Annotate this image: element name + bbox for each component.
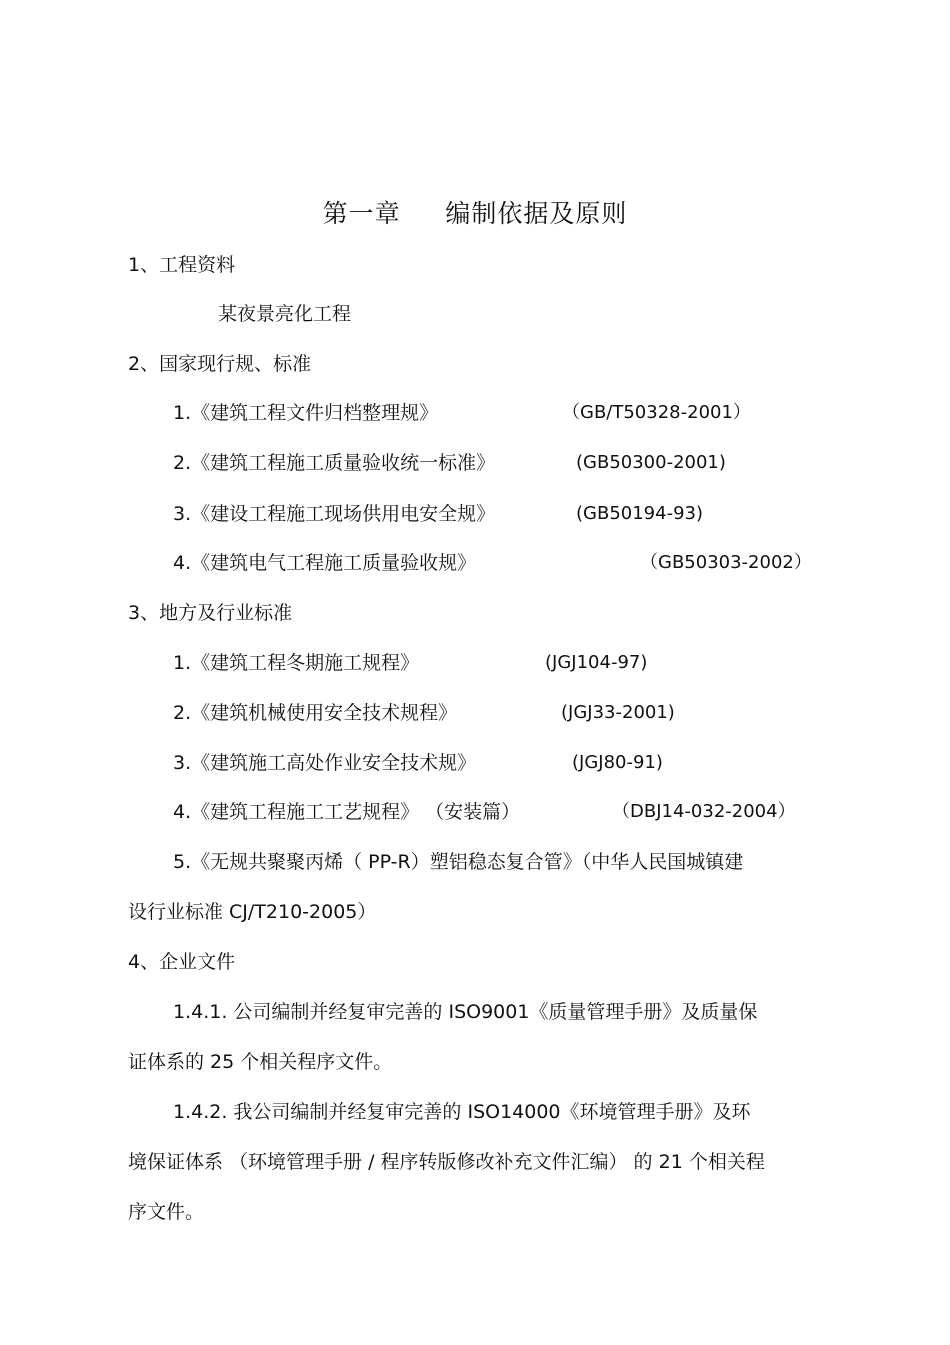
standard-code: (JGJ104-97) xyxy=(545,652,648,673)
standard-code: (JGJ80-91) xyxy=(572,752,663,773)
paragraph-iso14000-line-1: 1.4.2. 我公司编制并经复审完善的 ISO14000《环境管理手册》及环 xyxy=(173,1101,751,1123)
paragraph-iso9001-line-1: 1.4.1. 公司编制并经复审完善的 ISO9001《质量管理手册》及质量保 xyxy=(173,1001,758,1023)
section-heading-local-standards: 3、地方及行业标准 xyxy=(128,602,293,624)
standard-name: 3.《建设工程施工现场供用电安全规》 xyxy=(173,503,496,525)
standard-code: （DBJ14-032-2004） xyxy=(612,801,796,822)
section-heading-national-standards: 2、国家现行规、标准 xyxy=(128,353,312,375)
standard-code: （GB/T50328-2001） xyxy=(562,402,751,423)
standard-code: (GB50300-2001) xyxy=(576,452,726,473)
standard-name: 1.《建筑工程文件归档整理规》 xyxy=(173,402,439,424)
standard-code: （GB50303-2002） xyxy=(640,552,812,573)
standard-name: 1.《建筑工程冬期施工规程》 xyxy=(173,652,420,674)
standard-item-5-line-2: 设行业标准 CJ/T210-2005） xyxy=(128,901,377,923)
standard-name: 2.《建筑工程施工质量验收统一标准》 xyxy=(173,452,496,474)
project-name: 某夜景亮化工程 xyxy=(218,303,352,325)
paragraph-iso14000-line-3: 序文件。 xyxy=(128,1201,205,1223)
standard-name: 3.《建筑施工高处作业安全技术规》 xyxy=(173,752,477,774)
standard-item-5-line-1: 5.《无规共聚聚丙烯（ PP-R）塑铝稳态复合管》（中华人民国城镇建 xyxy=(173,851,744,873)
standard-name: 4.《建筑工程施工工艺规程》 （安装篇） xyxy=(173,801,521,823)
standard-name: 4.《建筑电气工程施工质量验收规》 xyxy=(173,552,477,574)
standard-name: 2.《建筑机械使用安全技术规程》 xyxy=(173,702,458,724)
standard-code: (GB50194-93) xyxy=(576,503,704,524)
paragraph-iso14000-line-2: 境保证体系 （环境管理手册 / 程序转版修改补充文件汇编） 的 21 个相关程 xyxy=(128,1151,765,1173)
section-heading-project-info: 1、工程资料 xyxy=(128,254,236,276)
paragraph-iso9001-line-2: 证体系的 25 个相关程序文件。 xyxy=(128,1051,393,1073)
section-heading-company-documents: 4、企业文件 xyxy=(128,951,236,973)
standard-code: (JGJ33-2001) xyxy=(561,702,675,723)
chapter-title: 第一章 编制依据及原则 xyxy=(322,199,628,228)
